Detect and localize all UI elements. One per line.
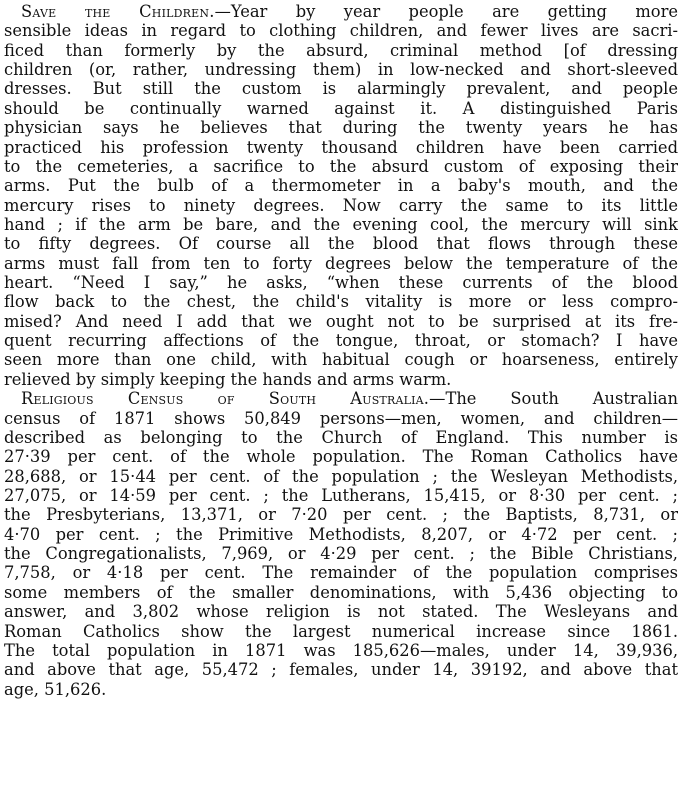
article-line: 7,758, or 4·18 per cent. The remainder of the population comprises: [4, 563, 678, 583]
article-heading: Save the Children.: [21, 2, 215, 21]
article-save-the-children: [4, 2, 678, 389]
article-line: ficed than formerly by the absurd, criminal method [of dressing: [4, 40, 678, 60]
article-line: [4, 2, 678, 21]
article-heading: Religious Census of South Australia.: [21, 389, 430, 409]
newspaper-column: [4, 2, 678, 786]
article-line: described as belonging to the Church of England. This number is: [4, 427, 678, 447]
article-text: —Year by year people are getting more: [214, 2, 678, 21]
article-line: relieved by simply keeping the hands and arms warm.: [4, 369, 452, 389]
article-line: hand ; if the arm be bare, and the evening cool, the mercury will sink: [4, 214, 678, 234]
article-line: practiced his profession twenty thousand children have been carried: [4, 137, 678, 157]
article-line: arms. Put the bulb of a thermometer in a baby's mouth, and the: [4, 176, 678, 196]
article-line: some members of the smaller denominations, with 5,436 objecting to: [4, 582, 678, 602]
article-line: and above that age, 55,472 ; females, under 14, 39192, and above that: [4, 660, 678, 680]
article-line: seen more than one child, with habitual cough or hoarseness, entirely: [4, 350, 678, 370]
article-line: flow back to the chest, the child's vitality is more or less compro-: [4, 292, 678, 312]
article-line: mised? And need I add that we ought not to be surprised at its fre-: [4, 311, 678, 331]
article-line: quent recurring affections of the tongue, throat, or stomach? I have: [4, 331, 678, 351]
article-line: children (or, rather, undressing them) in low-necked and short-sleeved: [4, 60, 678, 80]
article-text: —The South Australian: [429, 389, 678, 409]
article-line: census of 1871 shows 50,849 persons—men, women, and children—: [4, 408, 678, 428]
article-line: 4·70 per cent. ; the Primitive Methodists, 8,207, or 4·72 per cent. ;: [4, 524, 678, 544]
article-line: arms must fall from ten to forty degrees below the temperature of the: [4, 253, 678, 273]
article-line: 27,075, or 14·59 per cent. ; the Lutherans, 15,415, or 8·30 per cent. ;: [4, 485, 678, 505]
article-line: Roman Catholics show the largest numerical increase since 1861.: [4, 621, 678, 641]
article-line: [4, 389, 678, 408]
article-line: mercury rises to ninety degrees. Now carry the same to its little: [4, 195, 678, 215]
article-line: should be continually warned against it. A distinguished Paris: [4, 98, 678, 118]
article-line: 28,688, or 15·44 per cent. of the population ; the Wesleyan Methodists,: [4, 466, 678, 486]
article-religious-census: [4, 389, 678, 699]
article-line: the Presbyterians, 13,371, or 7·20 per cent. ; the Baptists, 8,731, or: [4, 505, 678, 525]
article-line: The total population in 1871 was 185,626—males, under 14, 39,936,: [4, 640, 678, 660]
article-line: dresses. But still the custom is alarmingly prevalent, and people: [4, 79, 678, 99]
article-line: 27·39 per cent. of the whole population. The Roman Catholics have: [4, 447, 678, 467]
article-line: age, 51,626.: [4, 679, 107, 699]
article-line: physician says he believes that during the twenty years he has: [4, 118, 678, 138]
article-line: to the cemeteries, a sacrifice to the absurd custom of exposing their: [4, 156, 678, 176]
article-line: answer, and 3,802 whose religion is not stated. The Wesleyans and: [4, 602, 678, 622]
article-line: heart. “Need I say,” he asks, “when these currents of the blood: [4, 273, 678, 293]
article-line: to fifty degrees. Of course all the blood that flows through these: [4, 234, 678, 254]
article-line: the Congregationalists, 7,969, or 4·29 per cent. ; the Bible Christians,: [4, 544, 678, 564]
article-line: sensible ideas in regard to clothing children, and fewer lives are sacri-: [4, 21, 678, 41]
